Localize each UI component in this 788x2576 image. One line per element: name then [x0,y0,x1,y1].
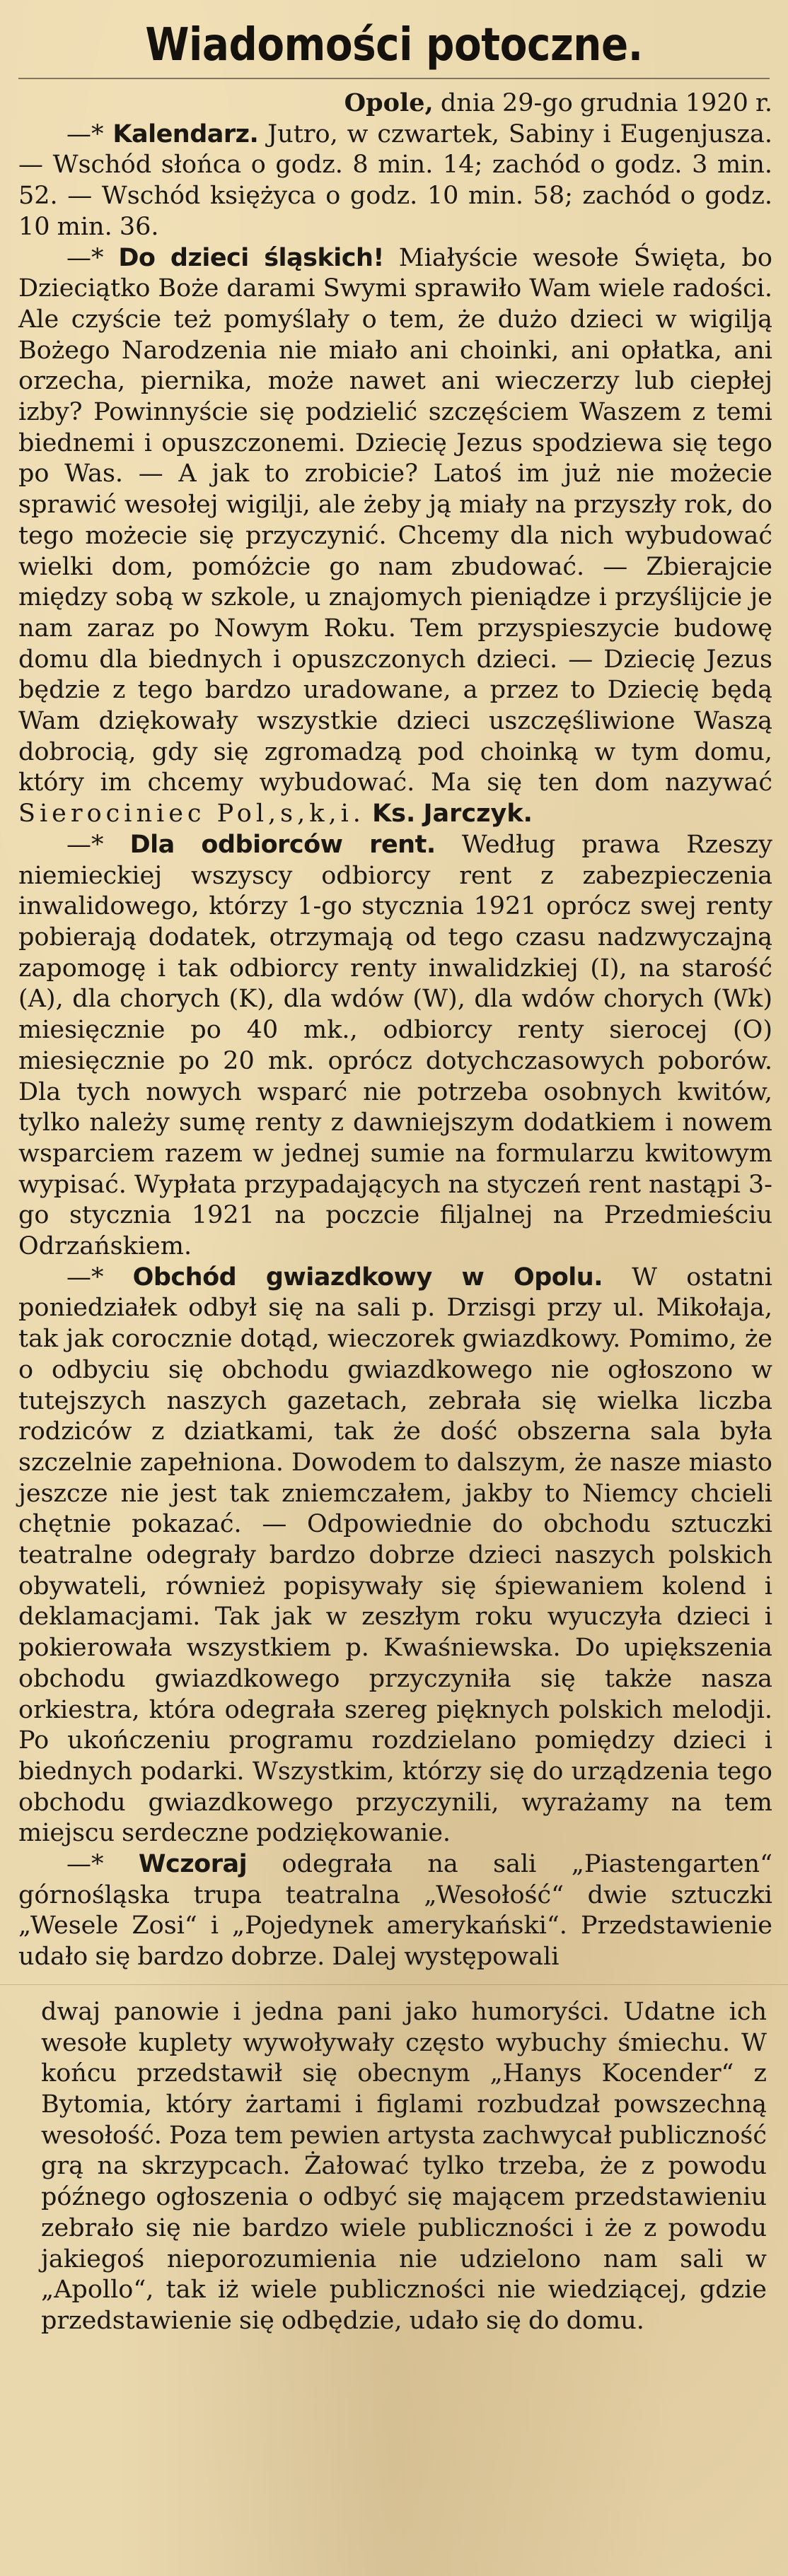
item-marker: —* [66,119,104,148]
section-headline: Wiadomości potoczne. [145,19,643,71]
item-marker: —* [66,830,104,859]
clipping-seam [0,1973,788,1997]
item-text: Według prawa Rzeszy niemieckiej wszyscy odbiorcy rent z zabezpieczenia inwalidowego, którzy 1-go stycznia 1921 oprócz swej renty pobierają dodatek, otrzymają od tego czasu nadzwyczajną zapomogę i tak odbiorcy renty inwalidzkiej (I), na starość (A), dla chorych (K), dla wdów (W), dla wdów chorych (Wk) miesięcznie po 40 mk., odbiorcy renty sierocej (O) miesięcznie po 20 mk. oprócz dotychczasowych poborów. Dla tych nowych wsparć nie potrzeba osobnych kwitów, tylko należy sumę renty z dawniejszym dodatkiem i nowem wsparciem razem w jednej sumie na formularzu kwitowym wypisać. Wypłata przypadających na styczeń rent nastąpi 3-go stycznia 1921 na poczcie filjalnej na Przedmieściu Odrzańskiem. [18,830,772,1261]
dateline [18,88,772,119]
news-item-children-appeal [18,243,772,830]
article-column [18,88,772,1973]
dateline-place: Opole, [344,88,434,117]
dateline-date: dnia 29-go grudnia 1920 r. [440,89,772,117]
item-text: W ostatni poniedziałek odbył się na sali p. Drzisgi przy ul. Mikołaja, tak jak corocznie dotąd, wieczorek gwiazdkowy. Pomimo, że o odbyciu się obchodu gwiazdkowego nie ogłoszono w tutejszych naszych gazetach, zebrała się wielka liczba rodziców z dziatkami, tak że dość obszerna sala była szczelnie zapełniona. Dowodem to dalszym, że nasze miasto jeszcze nie jest tak zniemczałem, jakby to Niemcy chcieli chętnie pokazać. — Odpowiednie do obchodu sztuczki teatralne odegrały bardzo dobrze dzieci naszych polskich obywateli, również popisywały się śpiewaniem kolend i deklamacjami. Tak jak w zeszłym roku wyuczyła dzieci i pokierowała wszystkiem p. Kwaśniewska. Do upiększenia obchodu gwiazdkowego przyczyniła się także nasza orkiestra, która odegrała szereg pięknych polskich melodji. Po ukończeniu programu rozdzielano pomiędzy dzieci i biednych podarki. Wszystkim, którzy się do urządzenia tego obchodu gwiazdkowego przyczynili, wyrażamy na tem miejscu serdeczne podziękowanie. [18,1263,772,1848]
item-lead: Wczoraj [138,1850,248,1879]
item-text: odegrała na sali „Piastengarten“ górnośląska trupa teatralna „Wesołość“ dwie sztuczki „Wesele Zosi“ i „Pojedynek amerykański“. Przedstawienie udało się bardzo dobrze. Dalej występowali [18,1850,772,1972]
news-item-theatre [18,1849,772,1973]
item-text: Miałyście wesołe Święta, bo Dzieciątko Boże darami Swymi sprawiło Wam wiele radości. Ale czyście też pomyślały o tem, że dużo dzieci w wigilją Bożego Narodzenia nie miało ani choinki, ani opłatka, ani orzecha, piernika, może nawet ani wieczerzy lub ciepłej izby? Powinnyście się podzielić szczęściem Waszem z temi biednemi i opuszczonemi. Dziecię Jezus spodziewa się tego po Was. — A jak to zrobicie? Latoś im już nie możecie sprawić wesołej wigilji, ale żeby ją miały na przyszły rok, do tego możecie się przyczynić. Chcemy dla nich wybudować wielki dom, pomóżcie go nam zbudować. — Zbierajcie między sobą w szkole, u znajomych pieniądze i przyślijcie je nam zaraz po Nowym Roku. Tem przyspieszycie budowę domu dla biednych i opuszczonych dzieci. — Dziecię Jezus będzie z tego bardzo uradowane, a przez to Dziecię będą Wam dziękowały wszystkie dzieci uszczęśliwione Waszą dobrocią, gdy się zgromadzą pod choinką w tym domu, który im chcemy wybudować. Ma się ten dom nazywać [18,243,772,797]
news-item-christmas-event [18,1263,772,1849]
continuation-column [41,1997,767,2337]
headline-rule [18,78,770,79]
item-marker: —* [66,1850,104,1879]
item-lead: Do dzieci śląskich! [118,243,384,272]
item-marker: —* [66,243,104,272]
item-text: Jutro, w czwartek, Sabiny i Eugenjusza. — Wschód słońca o godz. 8 min. 14; zachód o godz. 3 min. 52. — Wschód księżyca o godz. 10 min. 58; zachód o godz. 10 min. 36. [18,119,772,241]
item-lead: Obchód gwiazdkowy w Opolu. [132,1263,603,1292]
theatre-continuation: dwaj panowie i jedna pani jako humoryści. Udatne ich wesołe kuplety wywoływały często wybuchy śmiechu. W końcu przedstawił się obecnym „Hanys Kocender“ z Bytomia, który żartami i figlami rozbudzał powszechną wesołość. Poza tem pewien artysta zachwycał publiczność grą na skrzypcach. Żałować tylko trzeba, że z powodu późnego ogłoszenia o odbyć się mającem przedstawieniu zebrało się nie bardzo wiele publiczności i że z powodu jakiegoś nieporozumienia nie udzielono nam sali w „Apollo“, tak iż wiele publiczności nie wiedziącej, gdzie przedstawienie się odbędzie, udało się do domu. [41,1997,767,2335]
orphanage-name: Sierociniec Pol,s,k,i. [18,800,365,829]
item-signature: Ks. Jarczyk. [372,800,533,829]
item-lead: Kalendarz. [112,119,259,148]
news-item-pensions [18,830,772,1263]
item-marker: —* [66,1263,104,1292]
news-item-calendar [18,119,772,243]
item-lead: Dla odbiorców rent. [129,830,436,859]
